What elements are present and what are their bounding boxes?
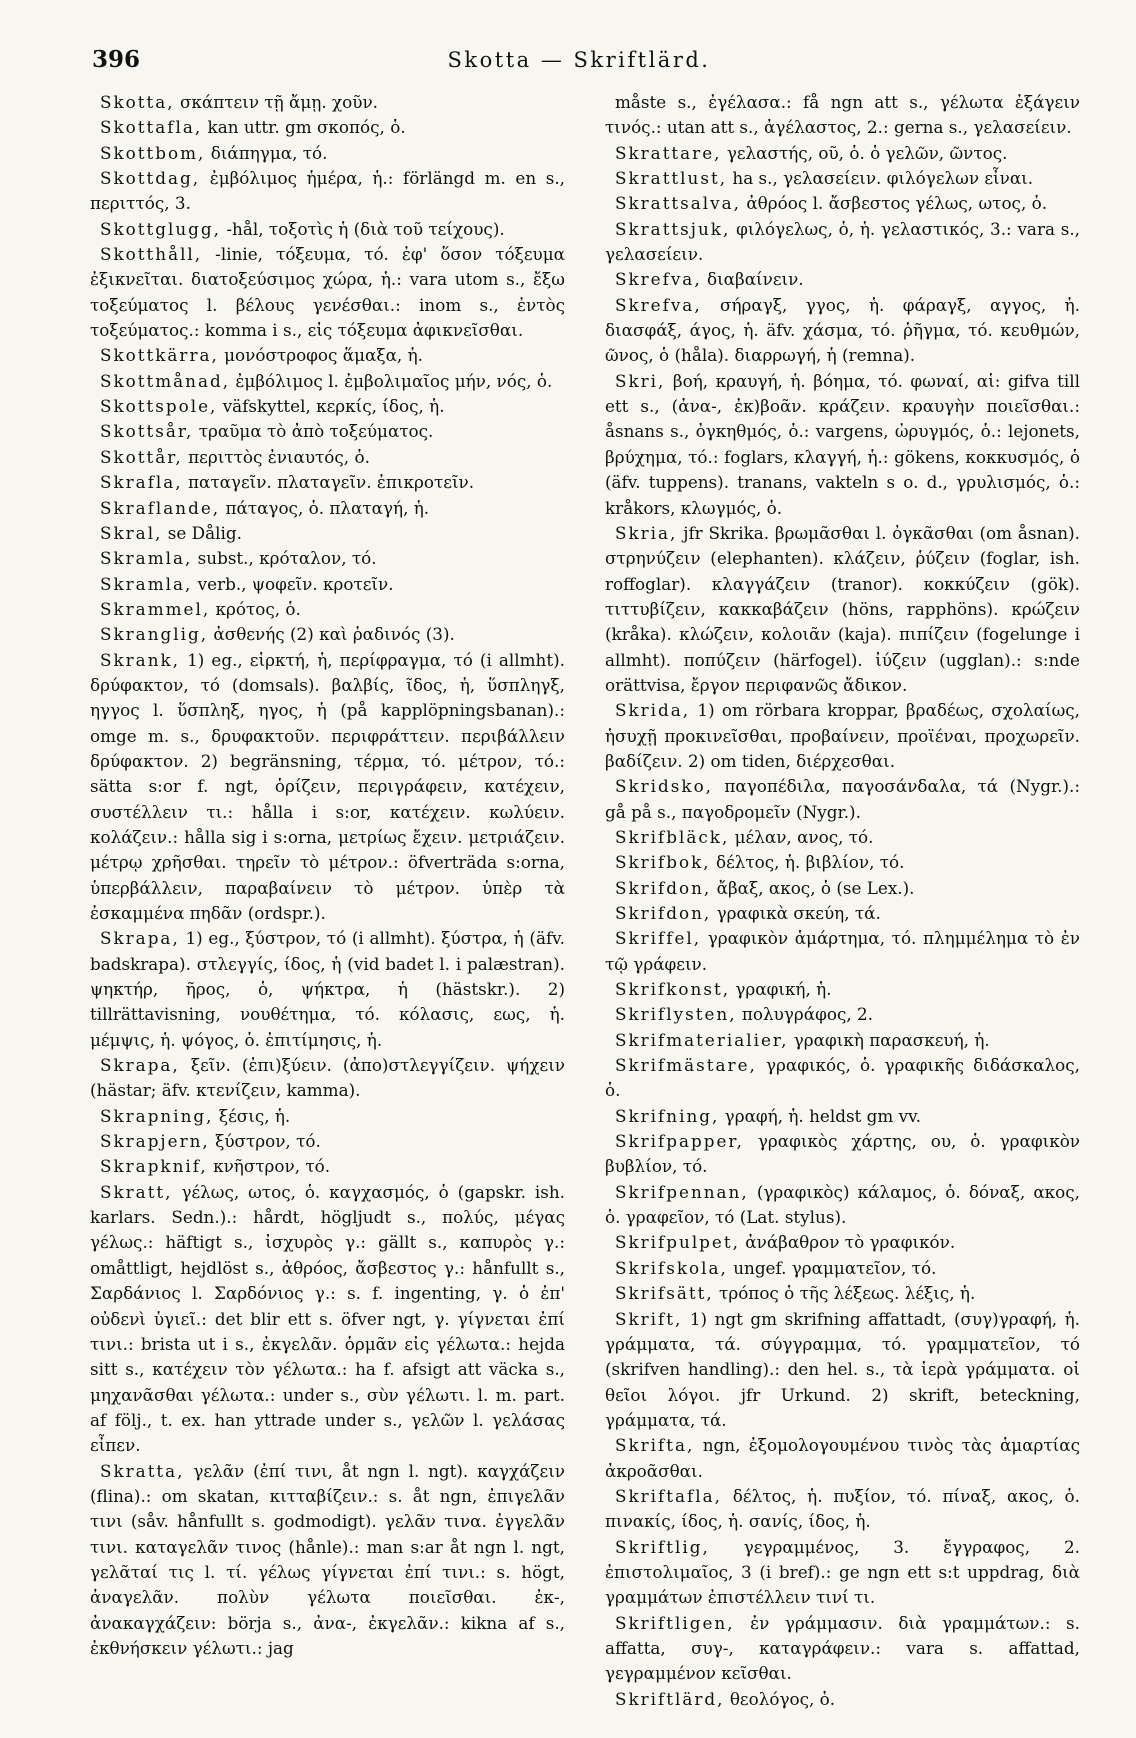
entry-text: ngn, ἐξομολογουμένου τινὸς τὰς ἁμαρτίας ἀκροᾶσθαι. [605, 1435, 1080, 1481]
dictionary-entry [605, 825, 1080, 850]
dictionary-entry [605, 1180, 1080, 1231]
dictionary-entry [90, 343, 565, 368]
dictionary-entry [90, 622, 565, 647]
dictionary-entry [90, 496, 565, 521]
headword: Skrifbläck, [615, 826, 730, 847]
headword: Skottspole, [100, 396, 218, 417]
dictionary-entry [90, 1104, 565, 1129]
headword: Skriffel, [615, 928, 702, 949]
entry-text: ξέσις, ἡ. [218, 1105, 291, 1126]
entry-text: κνῆστρον, τό. [213, 1156, 331, 1177]
headword: Skrapknif, [100, 1156, 208, 1177]
dictionary-entry [90, 1154, 565, 1179]
dictionary-entry [90, 648, 565, 927]
dictionary-entry [90, 141, 565, 166]
dictionary-entry [90, 166, 565, 217]
headword: Skrattlust, [615, 168, 728, 189]
headword: Skriftlig, [615, 1536, 710, 1557]
entry-text: γελᾶν (ἐπί τινι, åt ngn l. ngt). καγχάζειν (flina).: om skatan, κιτταβίζειν.: s. åt ngn, ἐπιγελᾶν τινι (såv. hånfullt s. godmodigt). γελᾶν τινα. ἐγγελᾶν τινι. καταγελᾶν τινος (hånle).: man s:ar åt ngn l. ngt, γελᾶταί τις l. τί. γέλως γίγνεται ἐπί τινι.: s. högt, ἀναγελᾶν. πολὺν γέλωτα ποιεῖσθαι. ἐκ-, ἀνακαγχάζειν: börja s., ἀνα-, ἐκγελᾶν.: kikna af s., ἐκθνήσκειν γέλωτι.: jag [90, 1460, 565, 1658]
entry-text: τρόπος ὁ τῆς λέξεως. λέξις, ἡ. [719, 1283, 976, 1304]
left-column [90, 90, 565, 1710]
headword: Skrifsätt, [615, 1283, 714, 1304]
headword: Skrift, [615, 1308, 683, 1329]
headword: Skotta, [100, 92, 175, 112]
entry-text: δέλτος, ἡ. βιβλίον, τό. [715, 852, 905, 873]
entry-text: γεγραμμένος, 3. ἔγγραφος, 2. ἐπιστολιμαῖος, 3 (i bref).: ge ngn ett s:t uppdrag, διὰ γραμμάτων ἐπιστέλλειν τινί τι. [605, 1536, 1080, 1608]
entry-text: φιλόγελως, ὁ, ἡ. γελαστικός, 3.: vara s., γελασείειν. [605, 218, 1080, 265]
entry-text: θεολόγος, ὁ. [729, 1688, 836, 1709]
entry-text: διαβαίνειν. [707, 269, 804, 290]
entry-text: σκάπτειν τῇ ἄμῃ. χοῦν. [179, 92, 378, 112]
entry-text: ha s., γελασείειν. φιλόγελων εἶναι. [732, 168, 1034, 189]
entry-text: jfr Skrika. βρωμᾶσθαι l. ὀγκᾶσθαι (om åsnan). στρηνύζειν (elephanten). κλάζειν, ῥύζειν (foglar, ish. roffoglar). κλαγγάζειν (tranor). κοκκύζειν (gök). τιττυβίζειν, κακκαβάζειν (höns, rapphöns). κρώζειν (kråka). κλώζειν, κολοιᾶν (kaja). πιπίζειν (fogelunge i allmht). ποπύζειν (härfogel). ἰύζειν (ugglan).: s:nde orättvisa, ἔργον περιφανῶς ἄδικον. [605, 522, 1080, 695]
dictionary-entry [605, 1484, 1080, 1535]
entry-text: ἀσθενής (2) καὶ ῥαδινός (3). [213, 624, 455, 645]
headword: Skrattare, [615, 142, 722, 163]
headword: Skottglugg, [100, 218, 221, 239]
dictionary-entry [605, 1611, 1080, 1687]
dictionary-entry [605, 1129, 1080, 1180]
entry-text: ἐμβόλιμος l. ἐμβολιμαῖος μήν, νός, ὁ. [235, 370, 553, 391]
dictionary-entry [605, 521, 1080, 698]
right-column [605, 90, 1080, 1710]
headword: Skrifpennan, [615, 1181, 749, 1202]
entry-text: γραφικὰ σκεύη, τά. [716, 903, 881, 923]
headword: Skrattsalva, [615, 193, 741, 214]
entry-text: 1) om rörbara kroppar, βραδέως, σχολαίως, ἡσυχῇ προκινεῖσθαι, προβαίνειν, προϊέναι, προχωρεῖν. βαδίζειν. 2) om tiden, διέρχεσθαι. [605, 700, 1080, 771]
headword: Skramla, [100, 573, 193, 594]
entry-text: περιττὸς ἐνιαυτός, ὁ. [188, 446, 370, 467]
headword: Skrifta, [615, 1435, 695, 1456]
headword: Skrapjern, [100, 1131, 210, 1152]
dictionary-entry [90, 546, 565, 571]
headword: Skrifmästare, [615, 1055, 757, 1076]
entry-text: πάταγος, ὁ. πλαταγή, ἡ. [225, 497, 430, 518]
headword: Skriftligen, [615, 1612, 735, 1633]
entry-text: γραφική, ἡ. [735, 979, 832, 1000]
entry-text: τραῦμα τὸ ἀπὸ τοξεύματος. [198, 421, 434, 442]
headword: Skriflysten, [615, 1004, 737, 1025]
entry-text: πολυγράφος, 2. [741, 1004, 874, 1025]
headword: Skottkärra, [100, 345, 219, 366]
dictionary-entry [605, 1028, 1080, 1053]
headword: Skrammel, [100, 598, 211, 619]
dictionary-entry [90, 1053, 565, 1104]
headword: Skrefva, [615, 269, 702, 290]
entry-text: verb., ψοφεῖν. κροτεῖν. [197, 573, 394, 594]
entry-text: κρότος, ὁ. [215, 598, 301, 619]
dictionary-entry [90, 90, 565, 115]
dictionary-entry [90, 445, 565, 470]
headword: Skratt, [100, 1181, 173, 1202]
headword: Skrifmaterialier, [615, 1029, 789, 1050]
dictionary-entry [605, 926, 1080, 977]
headword: Skrefva, [615, 294, 702, 315]
dictionary-entry [605, 293, 1080, 369]
dictionary-entry [90, 217, 565, 242]
headword: Skrifpapper, [615, 1131, 744, 1152]
dictionary-entry [605, 1433, 1080, 1484]
entry-text: γραφή, ἡ. heldst gm vv. [724, 1105, 921, 1126]
headword: Skranglig, [100, 624, 209, 645]
dictionary-entry [605, 977, 1080, 1002]
headword: Skramla, [100, 548, 193, 569]
dictionary-entry [605, 1307, 1080, 1434]
entry-text: ἀνάβαθρον τὸ γραφικόν. [745, 1232, 956, 1253]
dictionary-entry [605, 1535, 1080, 1611]
entry-text: måste s., ἐγέλασα.: få ngn att s., γέλωτα ἐξάγειν τινός.: utan att s., ἀγέλαστος, 2.: gerna s., γελασείειν. [605, 92, 1080, 138]
entry-text: ungef. γραμματεῖον, τό. [733, 1257, 937, 1278]
headword: Skri, [615, 370, 666, 391]
headword: Skrifkonst, [615, 979, 731, 1000]
dictionary-entry [605, 1002, 1080, 1027]
headword: Skottsår, [100, 421, 194, 442]
dictionary-entry [90, 1129, 565, 1154]
headword: Skrifdon, [615, 903, 712, 923]
entry-text: γελαστής, οῦ, ὁ. ὁ γελῶν, ῶντος. [726, 142, 1008, 163]
headword: Skrapa, [100, 928, 180, 949]
text-columns [90, 90, 1080, 1710]
headword: Skrapning, [100, 1105, 214, 1126]
headword: Skrattsjuk, [615, 218, 731, 239]
entry-text: 1) ngt gm skrifning affattadt, (συγ)γραφή, ἡ. γράμματα, τά. σύγγραμμα, τό. γραμματεῖον, τό (skrifven handling).: den hel. s., τὰ ἱερὰ γράμματα. οἱ θεῖοι λόγοι. jfr Urkund. 2) skrift, beteckning, γράμματα, τά. [605, 1308, 1080, 1430]
entry-text: kan uttr. gm σκοπός, ὁ. [207, 117, 406, 138]
headword: Skrifning, [615, 1105, 720, 1126]
entry-text: βοή, κραυγή, ἡ. βόημα, τό. φωναί, αἱ: gifva till ett s., (ἀνα-, ἐκ)βοᾶν. κράζειν. κραυγὴν ποιεῖσθαι.: åsnans s., ὀγκηθμός, ὁ.: vargens, ὠρυγμός, ὁ.: lejonets, βρύχημα, τό.: foglars, κλαγγή, ἡ.: gökens, κοκκυσμός, ὁ (äfv. tuppens). tranans, vakteln s o. d., γρυλισμός, ὁ.: kråkors, κλωγμός, ὁ. [605, 370, 1080, 518]
dictionary-entry [605, 1687, 1080, 1710]
entry-text: σήραγξ, γγος, ἡ. φάραγξ, αγγος, ἡ. διασφάξ, άγος, ἡ. äfv. χάσμα, τό. ῥῆγμα, τό. κευθμών, ῶνος, ὁ (håla). διαρρωγή, ἡ (remna). [605, 294, 1080, 366]
entry-text: γραφικός, ὁ. γραφικῆς διδάσκαλος, ὁ. [605, 1055, 1080, 1101]
entry-text: ἀθρόος l. ἄσβεστος γέλως, ωτος, ὁ. [746, 193, 1048, 214]
entry-text: παγοπέδιλα, παγοσάνδαλα, τά (Nygr.).: gå på s., παγοδρομεῖν (Nygr.). [605, 776, 1080, 822]
headword: Skria, [615, 522, 678, 543]
headword: Skottafla, [100, 117, 203, 138]
entry-text: ἐν γράμμασιν. διὰ γραμμάτων.: s. affatta, συγ-, καταγράφειν.: vara s. affattad, γεγραμμένον κεῖσθαι. [605, 1612, 1080, 1684]
dictionary-entry [90, 115, 565, 140]
entry-text: δέλτος, ἡ. πυξίον, τό. πίναξ, ακος, ὁ. πινακίς, ίδος, ἡ. σανίς, ίδος, ἡ. [605, 1485, 1080, 1532]
headword: Skrifskola, [615, 1257, 728, 1278]
dictionary-entry [90, 1180, 565, 1459]
page-header [78, 42, 1080, 82]
entry-text: ἐμβόλιμος ἡμέρα, ἡ.: förlängd m. en s., περιττός, 3. [90, 168, 565, 214]
dictionary-entry [605, 166, 1080, 191]
entry-text: ξεῖν. (ἐπι)ξύειν. (ἀπο)στλεγγίζειν. ψήχειν (hästar; äfv. κτενίζειν, kamma). [90, 1055, 565, 1101]
entry-text: μονόστροφος ἅμαξα, ἡ. [224, 345, 423, 366]
entry-text: διάπηγμα, τό. [210, 142, 328, 163]
dictionary-entry [605, 774, 1080, 825]
running-head: Skotta — Skriftlärd. [447, 48, 711, 72]
entry-text: γραφικὴ παρασκευή, ἡ. [793, 1029, 990, 1050]
entry-text: se Dålig. [167, 522, 242, 543]
dictionary-entry [605, 217, 1080, 268]
dictionary-entry [605, 141, 1080, 166]
headword: Skottår, [100, 446, 183, 467]
entry-text: γραφικὸν ἁμάρτημα, τό. πλημμέλημα τὸ ἐν τῷ γράφειν. [605, 928, 1080, 974]
headword: Skral, [100, 522, 163, 543]
dictionary-entry [90, 394, 565, 419]
headword: Skottdag, [100, 168, 201, 189]
dictionary-entry [90, 597, 565, 622]
headword: Skotthåll, [100, 244, 203, 265]
dictionary-entry [605, 1104, 1080, 1129]
dictionary-entry [605, 369, 1080, 521]
headword: Skottmånad, [100, 370, 231, 391]
headword: Skrifdon, [615, 877, 712, 898]
headword: Skottbom, [100, 142, 206, 163]
page-number: 396 [92, 46, 141, 73]
headword: Skrida, [615, 700, 691, 721]
headword: Skrank, [100, 649, 181, 670]
entry-text: γραφικὸς χάρτης, ου, ὁ. γραφικὸν βυβλίον, τό. [605, 1131, 1080, 1177]
entry-text: 1) eg., ξύστρον, τό (i allmht). ξύστρα, ἡ (äfv. badskrapa). στλεγγίς, ίδος, ἡ (vid badet l. i palæstran). ψηκτήρ, ῆρος, ὁ, ψήκτρα, ἡ (hästskr.). 2) tillrättavisning, νουθέτημα, τό. κόλασις, εως, ἡ. μέμψις, ἡ. ψόγος, ὁ. ἐπιτίμησις, ἡ. [90, 928, 565, 1050]
headword: Skratta, [100, 1460, 185, 1481]
dictionary-entry [605, 901, 1080, 926]
dictionary-entry [90, 419, 565, 444]
dictionary-entry [605, 90, 1080, 141]
dictionary-entry [605, 876, 1080, 901]
dictionary-entry [90, 242, 565, 343]
entry-text: subst., κρόταλον, τό. [197, 548, 377, 569]
headword: Skridsko, [615, 776, 714, 797]
dictionary-entry [605, 1230, 1080, 1255]
headword: Skraflande, [100, 497, 221, 518]
headword: Skrapa, [100, 1055, 180, 1076]
headword: Skrifpulpet, [615, 1232, 740, 1253]
dictionary-entry [90, 470, 565, 495]
dictionary-entry [605, 1256, 1080, 1281]
dictionary-entry [605, 850, 1080, 875]
dictionary-entry [605, 191, 1080, 216]
dictionary-entry [90, 521, 565, 546]
dictionary-entry [605, 698, 1080, 774]
dictionary-entry [90, 926, 565, 1053]
entry-text: παταγεῖν. πλαταγεῖν. ἐπικροτεῖν. [187, 472, 475, 493]
dictionary-entry [605, 1053, 1080, 1104]
dictionary-entry [605, 1281, 1080, 1306]
entry-text: ξύστρον, τό. [215, 1131, 321, 1152]
entry-text: (γραφικὸς) κάλαμος, ὁ. δόναξ, ακος, ὁ. γραφεῖον, τό (Lat. stylus). [605, 1181, 1080, 1228]
entry-text: ἄβαξ, ακος, ὁ (se Lex.). [716, 877, 915, 898]
dictionary-entry [90, 572, 565, 597]
entry-text: -linie, τόξευμα, τό. ἐφ' ὅσον τόξευμα ἐξικνεῖται. διατοξεύσιμος χώρα, ἡ.: vara utom s., ἔξω τοξεύματος l. βέλους γενέσθαι.: inom s., ἐντὸς τοξεύματος.: komma i s., εἰς τόξευμα ἀφικνεῖσθαι. [90, 244, 565, 341]
headword: Skrafla, [100, 472, 183, 493]
headword: Skriftlärd, [615, 1688, 725, 1709]
entry-text: γέλως, ωτος, ὁ. καγχασμός, ὁ (gapskr. ish. karlars. Sedn.).: hårdt, högljudt s., πολύς, μέγας γέλως.: häftigt s., ἰσχυρὸς γ.: gällt s., καπυρὸς γ.: omåttligt, hejdlöst s., ἀθρόος, ἄσβεστος γ.: hånfullt s., Σαρδάνιος l. Σαρδόνιος γ.: s. f. ingenting, γ. ὁ ἐπ' οὐδενὶ ὑγιεῖ.: det blir ett s. öfver ngt, γ. γίγνεται ἐπί τινι.: brista ut i s., ἐκγελᾶν. ὁρμᾶν εἰς γέλωτα.: hejda sitt s., κατέχειν τὸν γέλωτα.: ha f. afsigt att väcka s., μηχανᾶσθαι γέλωτα.: under s., σὺν γέλωτι. l. m. part. af följ., t. ex. han yttrade under s., γελῶν l. γελάσας εἶπεν. [90, 1181, 565, 1456]
dictionary-entry [90, 369, 565, 394]
entry-text: -hål, τοξοτὶς ἡ (διὰ τοῦ τείχους). [226, 218, 505, 239]
headword: Skriftafla, [615, 1485, 722, 1506]
dictionary-entry [90, 1459, 565, 1662]
headword: Skrifbok, [615, 852, 711, 873]
entry-text: μέλαν, ανος, τό. [734, 826, 874, 847]
entry-text: väfskyttel, κερκίς, ίδος, ἡ. [222, 396, 445, 417]
dictionary-entry [605, 267, 1080, 292]
entry-text: 1) eg., εἱρκτή, ἡ, περίφραγμα, τό (i allmht). δρύφακτον, τό (domsals). βαλβίς, ῖδος, ἡ, ὕσπληγξ, ηγγος l. ὕσπληξ, ηγος, ἡ (på kapplöpningsbanan).: omge m. s., δρυφακτοῦν. περιφράττειν. περιβάλλειν δρύφακτον. 2) begränsning, τέρμα, τό. μέτρον, τό.: sätta s:or f. ngt, ὁρίζειν, περιγράφειν, κατέχειν, συστέλλειν τι.: hålla i s:or, κατέχειν. κωλύειν. κολάζειν.: hålla sig i s:orna, μετρίως ἔχειν. μετριάζειν. μέτρῳ χρῆσθαι. τηρεῖν τὸ μέτρον.: öfverträda s:orna, ὑπερβάλλειν, παραβαίνειν τὸ μέτρον. ὑπὲρ τὰ ἐσκαμμένα πηδᾶν (ordspr.). [90, 649, 565, 923]
